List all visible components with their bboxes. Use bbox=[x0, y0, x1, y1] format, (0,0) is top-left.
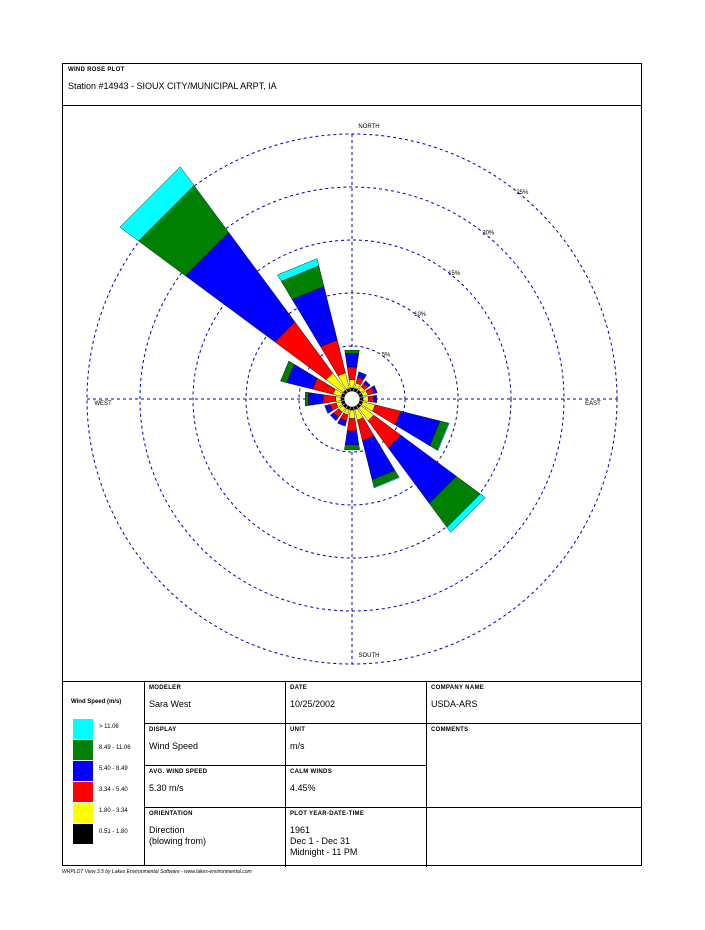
comments-label: COMMENTS bbox=[431, 727, 469, 733]
company-value: USDA-ARS bbox=[431, 699, 478, 709]
legend-label: 3.34 - 5.40 bbox=[99, 787, 128, 793]
station-title: Station #14943 - SIOUX CITY/MUNICIPAL ARPT, IA bbox=[68, 81, 277, 91]
company-cell bbox=[427, 682, 641, 724]
calm-value: 4.45% bbox=[290, 783, 316, 793]
petal-segment bbox=[345, 431, 359, 445]
orientation-cell bbox=[145, 808, 286, 867]
orientation-value bbox=[149, 825, 206, 847]
display-label: DISPLAY bbox=[149, 727, 177, 733]
legend-label: 5.40 - 8.49 bbox=[99, 766, 128, 772]
date-label: DATE bbox=[290, 685, 308, 691]
legend-label: 0.51 - 1.80 bbox=[99, 829, 128, 835]
petal-segment bbox=[368, 396, 373, 402]
legend-swatch bbox=[73, 719, 93, 739]
wind-rose-chart bbox=[63, 106, 641, 681]
avg-speed-cell bbox=[145, 766, 286, 808]
compass-east: EAST bbox=[585, 401, 601, 407]
legend-label: > 11.06 bbox=[99, 724, 119, 730]
modeler-value: Sara West bbox=[149, 699, 191, 709]
modeler-cell bbox=[145, 682, 286, 724]
legend-label: 8.49 - 11.06 bbox=[99, 745, 131, 751]
petal-segment bbox=[363, 397, 368, 402]
orientation-label: ORIENTATION bbox=[149, 811, 193, 817]
petal-segment bbox=[344, 445, 359, 450]
ring-label: 10% bbox=[414, 311, 427, 318]
legend-title: Wind Speed (m/s) bbox=[71, 699, 122, 705]
modeler-label: MODELER bbox=[149, 685, 182, 691]
date-value: 10/25/2002 bbox=[290, 699, 336, 709]
calm-cell bbox=[286, 766, 427, 808]
ring-label: 20% bbox=[482, 230, 495, 237]
display-cell bbox=[145, 724, 286, 766]
legend-label: 1.80 - 3.34 bbox=[99, 808, 128, 814]
date-cell bbox=[286, 682, 427, 724]
info-footer bbox=[63, 681, 641, 866]
plot-time: Midnight - 11 PM bbox=[290, 847, 358, 857]
unit-label: UNIT bbox=[290, 727, 306, 733]
compass-south: SOUTH bbox=[358, 653, 380, 659]
petal-segment bbox=[347, 367, 357, 380]
software-credit: WRPLOT View 3.5 by Lakes Environmental Software - www.lakes-environmental.com bbox=[62, 869, 252, 875]
plot-period-label: PLOT YEAR-DATE-TIME bbox=[290, 811, 365, 817]
compass-west: WEST bbox=[94, 401, 112, 407]
petal-segment bbox=[349, 410, 355, 418]
plot-frame bbox=[62, 63, 642, 866]
plot-period-value bbox=[290, 825, 357, 858]
ring-label: 25% bbox=[516, 189, 529, 196]
legend-swatch bbox=[73, 803, 93, 823]
plot-dates: Dec 1 - Dec 31 bbox=[290, 836, 351, 846]
calm-label: CALM WINDS bbox=[290, 769, 332, 775]
orientation-line1: Direction bbox=[149, 825, 185, 835]
petal-segment bbox=[349, 380, 355, 388]
legend-swatch bbox=[73, 761, 93, 781]
legend-swatch bbox=[73, 782, 93, 802]
petal-segment bbox=[345, 353, 359, 367]
ring-label: 15% bbox=[448, 271, 461, 278]
compass-north: NORTH bbox=[358, 124, 380, 130]
petal-segment bbox=[347, 418, 357, 431]
unit-value: m/s bbox=[290, 741, 305, 751]
unit-cell bbox=[286, 724, 427, 766]
plot-period-cell bbox=[286, 808, 427, 867]
petal-segment bbox=[350, 407, 353, 410]
petal-segment bbox=[305, 392, 308, 406]
legend-swatch bbox=[73, 824, 93, 844]
petal-segment bbox=[323, 395, 336, 404]
orientation-line2: (blowing from) bbox=[149, 836, 207, 846]
header-label: WIND ROSE PLOT bbox=[68, 67, 125, 73]
calm-hub bbox=[344, 391, 360, 407]
petal-segment bbox=[350, 388, 353, 391]
petal-segment bbox=[360, 397, 363, 400]
plot-header bbox=[63, 64, 641, 106]
petal-segment bbox=[374, 395, 377, 402]
display-value: Wind Speed bbox=[149, 741, 199, 751]
petal-segment bbox=[345, 350, 360, 353]
rose-petals bbox=[120, 167, 486, 533]
company-label: COMPANY NAME bbox=[431, 685, 485, 691]
legend-swatch bbox=[73, 740, 93, 760]
ring-label: 5% bbox=[381, 352, 391, 359]
avg-speed-value: 5.30 m/s bbox=[149, 783, 184, 793]
plot-year: 1961 bbox=[290, 825, 311, 835]
avg-speed-label: AVG. WIND SPEED bbox=[149, 769, 208, 775]
petal-segment bbox=[341, 397, 344, 400]
petal-segment bbox=[336, 397, 341, 402]
comments-cell bbox=[427, 724, 641, 808]
blank-cell bbox=[427, 808, 641, 867]
legend bbox=[63, 682, 145, 866]
petal-segment bbox=[308, 392, 323, 405]
